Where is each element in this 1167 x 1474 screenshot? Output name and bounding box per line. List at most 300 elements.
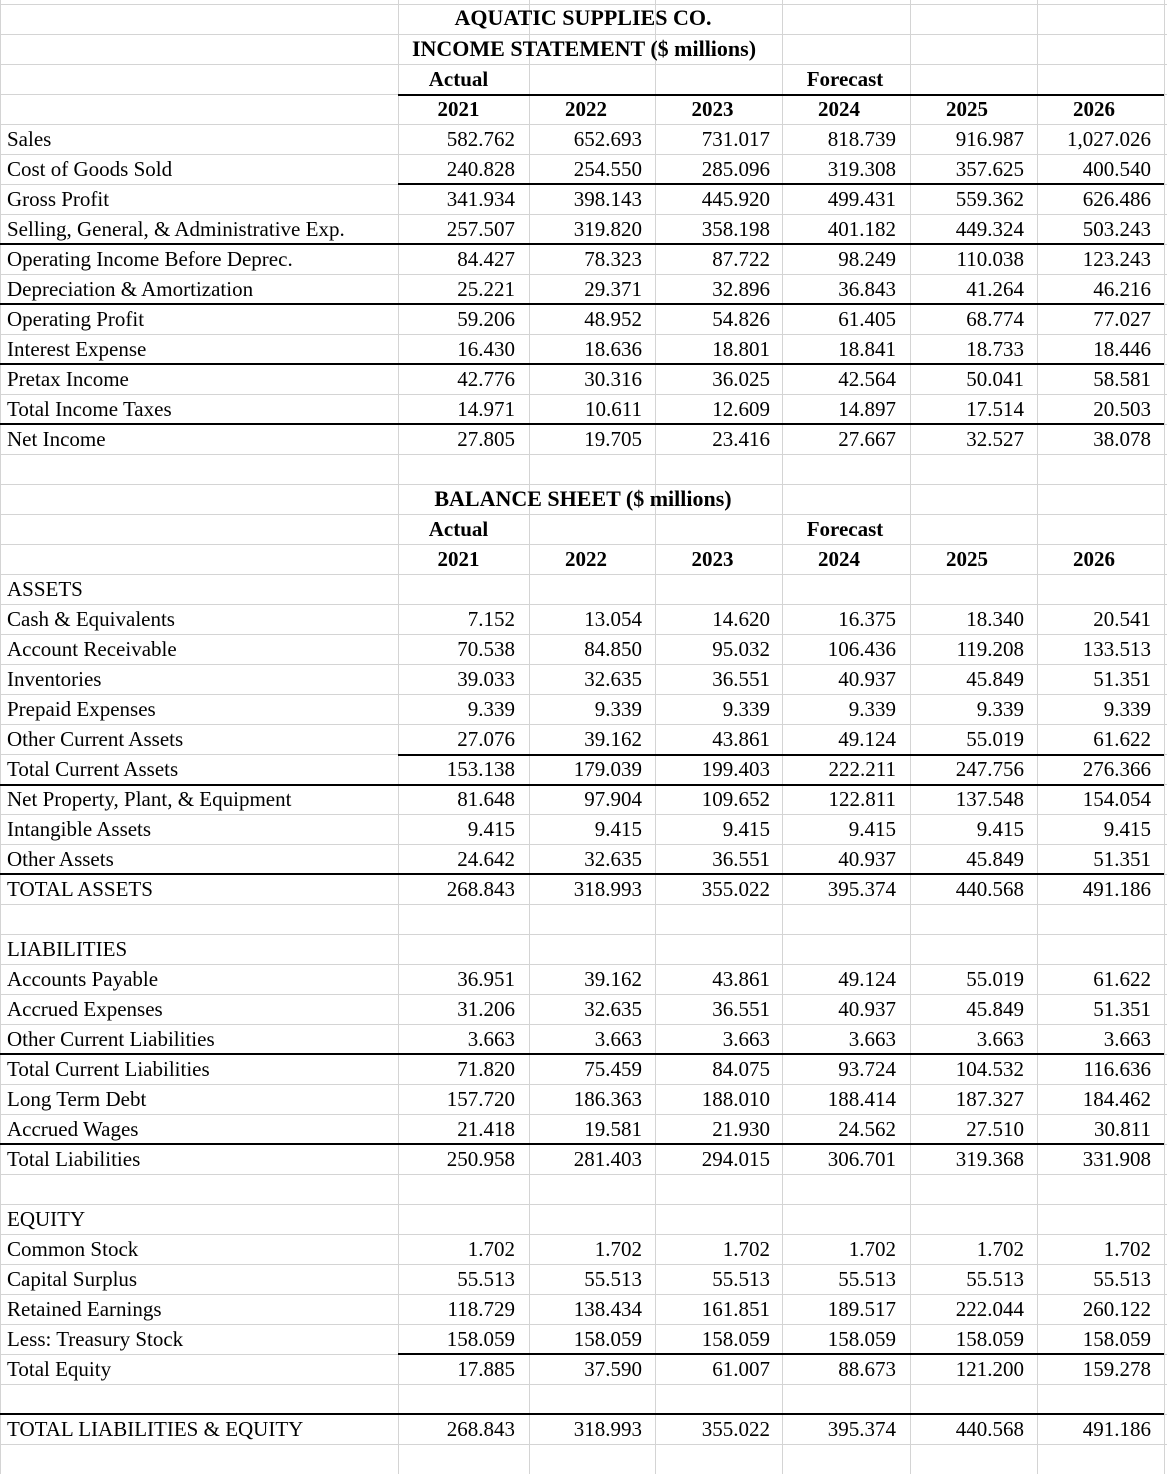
liability-value-2024[interactable]: 93.724 bbox=[838, 1057, 896, 1081]
liability-value-2021[interactable]: 31.206 bbox=[457, 997, 515, 1021]
liability-value-2025[interactable]: 3.663 bbox=[976, 1027, 1024, 1051]
liability-value-2026[interactable]: 61.622 bbox=[1093, 967, 1151, 991]
liability-value-2026[interactable]: 30.811 bbox=[1094, 1117, 1151, 1141]
is-value-2023[interactable]: 87.722 bbox=[712, 247, 770, 271]
is-value-2025[interactable]: 32.527 bbox=[966, 427, 1024, 451]
is-value-2024[interactable]: 42.564 bbox=[838, 367, 896, 391]
liability-value-2022[interactable]: 3.663 bbox=[594, 1027, 642, 1051]
liability-label[interactable]: Accrued Wages bbox=[7, 1117, 139, 1141]
is-forecast-label[interactable]: Forecast bbox=[806, 67, 884, 91]
is-value-2023[interactable]: 12.609 bbox=[712, 397, 770, 421]
equity-label[interactable]: Common Stock bbox=[7, 1237, 139, 1261]
equity-value-2022[interactable]: 55.513 bbox=[584, 1267, 642, 1291]
equity-value-2021[interactable]: 118.729 bbox=[447, 1297, 515, 1321]
equity-value-2022[interactable]: 37.590 bbox=[584, 1357, 642, 1381]
cell-border-line bbox=[398, 1353, 1164, 1355]
liability-value-2022[interactable]: 186.363 bbox=[573, 1087, 642, 1111]
asset-row bbox=[0, 784, 1167, 814]
asset-label[interactable]: Inventories bbox=[7, 667, 102, 691]
is-row bbox=[0, 394, 1167, 424]
asset-value-2025[interactable]: 45.849 bbox=[966, 667, 1024, 691]
is-value-2021[interactable]: 59.206 bbox=[457, 307, 515, 331]
is-value-2023[interactable]: 731.017 bbox=[701, 127, 770, 151]
asset-value-2025[interactable]: 55.019 bbox=[966, 727, 1024, 751]
cell-border-line bbox=[0, 1053, 1164, 1055]
equity-value-2025[interactable]: 55.513 bbox=[966, 1267, 1024, 1291]
is-label[interactable]: Cost of Goods Sold bbox=[7, 157, 173, 181]
is-label[interactable]: Total Income Taxes bbox=[7, 397, 172, 421]
asset-value-2023[interactable]: 199.403 bbox=[701, 757, 770, 781]
bs-actual-forecast-row bbox=[0, 514, 1167, 544]
liability-value-2025[interactable]: 187.327 bbox=[955, 1087, 1024, 1111]
cell-border-line bbox=[0, 1413, 1164, 1415]
equity-value-2023[interactable]: 161.851 bbox=[701, 1297, 770, 1321]
is-value-2024[interactable]: 401.182 bbox=[827, 217, 896, 241]
equity-value-2026[interactable]: 1.702 bbox=[1103, 1237, 1151, 1261]
total-le-value-2023[interactable]: 355.022 bbox=[701, 1417, 770, 1441]
liability-label[interactable]: Other Current Liabilities bbox=[7, 1027, 215, 1051]
asset-value-2024[interactable]: 9.339 bbox=[848, 697, 896, 721]
asset-value-2021[interactable]: 39.033 bbox=[457, 667, 515, 691]
asset-value-2022[interactable]: 9.339 bbox=[594, 697, 642, 721]
asset-row bbox=[0, 634, 1167, 664]
asset-label[interactable]: Other Assets bbox=[7, 847, 114, 871]
asset-row bbox=[0, 694, 1167, 724]
is-value-2021[interactable]: 257.507 bbox=[446, 217, 515, 241]
is-value-2025[interactable]: 559.362 bbox=[955, 187, 1024, 211]
is-value-2026[interactable]: 20.503 bbox=[1093, 397, 1151, 421]
asset-value-2025[interactable]: 440.568 bbox=[955, 877, 1024, 901]
is-value-2023[interactable]: 445.920 bbox=[701, 187, 770, 211]
liability-value-2024[interactable]: 3.663 bbox=[848, 1027, 896, 1051]
liability-value-2023[interactable]: 21.930 bbox=[712, 1117, 770, 1141]
is-value-2023[interactable]: 54.826 bbox=[712, 307, 770, 331]
asset-value-2021[interactable]: 9.339 bbox=[467, 697, 515, 721]
is-label[interactable]: Operating Profit bbox=[7, 307, 145, 331]
liability-value-2025[interactable]: 319.368 bbox=[955, 1147, 1024, 1171]
equity-value-2022[interactable]: 158.059 bbox=[573, 1327, 642, 1351]
is-year-2026[interactable]: 2026 bbox=[1073, 97, 1115, 121]
liability-value-2023[interactable]: 294.015 bbox=[701, 1147, 770, 1171]
asset-value-2024[interactable]: 16.375 bbox=[838, 607, 896, 631]
equity-value-2025[interactable]: 1.702 bbox=[976, 1237, 1024, 1261]
bs-year-2023[interactable]: 2023 bbox=[691, 547, 734, 571]
is-value-2026[interactable]: 77.027 bbox=[1093, 307, 1151, 331]
asset-value-2023[interactable]: 95.032 bbox=[712, 637, 770, 661]
is-label[interactable]: Depreciation & Amortization bbox=[7, 277, 254, 301]
is-label[interactable]: Pretax Income bbox=[7, 367, 129, 391]
is-value-2023[interactable]: 32.896 bbox=[712, 277, 770, 301]
asset-value-2024[interactable]: 40.937 bbox=[838, 847, 896, 871]
is-value-2025[interactable]: 17.514 bbox=[966, 397, 1024, 421]
asset-label[interactable]: Total Current Assets bbox=[7, 757, 179, 781]
equity-label[interactable]: Less: Treasury Stock bbox=[7, 1327, 184, 1351]
asset-value-2026[interactable]: 9.339 bbox=[1103, 697, 1151, 721]
equity-value-2024[interactable]: 1.702 bbox=[848, 1237, 896, 1261]
is-year-2023[interactable]: 2023 bbox=[691, 97, 734, 121]
liability-value-2022[interactable]: 75.459 bbox=[584, 1057, 642, 1081]
asset-value-2022[interactable]: 32.635 bbox=[584, 667, 642, 691]
is-value-2024[interactable]: 36.843 bbox=[838, 277, 896, 301]
liability-value-2026[interactable]: 331.908 bbox=[1082, 1147, 1151, 1171]
equity-value-2024[interactable]: 88.673 bbox=[838, 1357, 896, 1381]
bs-year-2025[interactable]: 2025 bbox=[946, 547, 988, 571]
is-row bbox=[0, 124, 1167, 154]
gridline-horizontal bbox=[0, 1384, 1167, 1385]
asset-label[interactable]: Cash & Equivalents bbox=[7, 607, 175, 631]
is-value-2025[interactable]: 50.041 bbox=[966, 367, 1024, 391]
liability-value-2021[interactable]: 71.820 bbox=[457, 1057, 515, 1081]
asset-value-2022[interactable]: 84.850 bbox=[584, 637, 642, 661]
is-label[interactable]: Gross Profit bbox=[7, 187, 110, 211]
asset-value-2022[interactable]: 9.415 bbox=[594, 817, 642, 841]
gridline-horizontal bbox=[0, 1444, 1167, 1445]
asset-value-2026[interactable]: 9.415 bbox=[1103, 817, 1151, 841]
asset-value-2024[interactable]: 395.374 bbox=[827, 877, 896, 901]
equity-value-2024[interactable]: 189.517 bbox=[827, 1297, 896, 1321]
cell-border-line bbox=[0, 784, 1164, 786]
is-row bbox=[0, 274, 1167, 304]
asset-value-2026[interactable]: 133.513 bbox=[1082, 637, 1151, 661]
is-value-2024[interactable]: 18.841 bbox=[838, 337, 896, 361]
asset-value-2025[interactable]: 18.340 bbox=[966, 607, 1024, 631]
liability-value-2022[interactable]: 19.581 bbox=[584, 1117, 642, 1141]
asset-row bbox=[0, 844, 1167, 874]
equity-value-2022[interactable]: 138.434 bbox=[573, 1297, 642, 1321]
equity-value-2023[interactable]: 1.702 bbox=[722, 1237, 770, 1261]
liability-label[interactable]: Long Term Debt bbox=[7, 1087, 147, 1111]
asset-value-2021[interactable]: 24.642 bbox=[457, 847, 515, 871]
asset-value-2024[interactable]: 106.436 bbox=[827, 637, 896, 661]
is-value-2023[interactable]: 36.025 bbox=[712, 367, 770, 391]
equity-value-2026[interactable]: 159.278 bbox=[1082, 1357, 1151, 1381]
is-value-2024[interactable]: 27.667 bbox=[838, 427, 896, 451]
liability-label[interactable]: Total Current Liabilities bbox=[7, 1057, 210, 1081]
balance-sheet-title[interactable]: BALANCE SHEET ($ millions) bbox=[434, 486, 732, 511]
is-value-2021[interactable]: 42.776 bbox=[457, 367, 515, 391]
asset-row bbox=[0, 814, 1167, 844]
company-title[interactable]: AQUATIC SUPPLIES CO. bbox=[454, 5, 712, 30]
total-le-value-2021[interactable]: 268.843 bbox=[446, 1417, 515, 1441]
asset-row bbox=[0, 874, 1167, 904]
is-value-2021[interactable]: 27.805 bbox=[457, 427, 515, 451]
cell-border-line bbox=[0, 363, 1164, 365]
is-row bbox=[0, 154, 1167, 184]
is-label[interactable]: Selling, General, & Administrative Exp. bbox=[7, 217, 345, 241]
is-value-2025[interactable]: 18.733 bbox=[966, 337, 1024, 361]
asset-value-2026[interactable]: 51.351 bbox=[1093, 667, 1151, 691]
asset-value-2022[interactable]: 179.039 bbox=[573, 757, 642, 781]
liability-value-2022[interactable]: 39.162 bbox=[584, 967, 642, 991]
is-value-2022[interactable]: 18.636 bbox=[584, 337, 642, 361]
is-value-2022[interactable]: 398.143 bbox=[573, 187, 642, 211]
is-value-2025[interactable]: 449.324 bbox=[955, 217, 1024, 241]
asset-value-2025[interactable]: 9.339 bbox=[976, 697, 1024, 721]
total-le-value-2026[interactable]: 491.186 bbox=[1082, 1417, 1151, 1441]
equity-row bbox=[0, 1234, 1167, 1264]
asset-value-2026[interactable]: 491.186 bbox=[1082, 877, 1151, 901]
equity-row bbox=[0, 1264, 1167, 1294]
is-value-2022[interactable]: 10.611 bbox=[585, 397, 642, 421]
liability-value-2021[interactable]: 3.663 bbox=[467, 1027, 515, 1051]
asset-value-2026[interactable]: 20.541 bbox=[1093, 607, 1151, 631]
equity-label[interactable]: Retained Earnings bbox=[7, 1297, 162, 1321]
is-value-2021[interactable]: 240.828 bbox=[446, 157, 515, 181]
is-value-2026[interactable]: 123.243 bbox=[1082, 247, 1151, 271]
liability-value-2026[interactable]: 51.351 bbox=[1093, 997, 1151, 1021]
is-row bbox=[0, 184, 1167, 214]
liability-value-2024[interactable]: 49.124 bbox=[838, 967, 896, 991]
is-label[interactable]: Operating Income Before Deprec. bbox=[7, 247, 293, 271]
asset-value-2023[interactable]: 109.652 bbox=[701, 787, 770, 811]
is-actual-forecast-row bbox=[0, 64, 1167, 94]
bs-year-2022[interactable]: 2022 bbox=[565, 547, 607, 571]
asset-value-2026[interactable]: 154.054 bbox=[1082, 787, 1151, 811]
bs-years-row bbox=[0, 544, 1167, 574]
asset-value-2023[interactable]: 9.339 bbox=[722, 697, 770, 721]
bs-forecast-label[interactable]: Forecast bbox=[806, 517, 884, 541]
equity-value-2021[interactable]: 55.513 bbox=[457, 1267, 515, 1291]
total-le-label[interactable]: TOTAL LIABILITIES & EQUITY bbox=[7, 1417, 304, 1441]
is-value-2024[interactable]: 98.249 bbox=[838, 247, 896, 271]
bs-year-2026[interactable]: 2026 bbox=[1073, 547, 1115, 571]
is-value-2022[interactable]: 652.693 bbox=[573, 127, 642, 151]
is-value-2023[interactable]: 18.801 bbox=[712, 337, 770, 361]
cell-border-line bbox=[0, 1143, 1164, 1145]
is-value-2021[interactable]: 25.221 bbox=[457, 277, 515, 301]
is-value-2022[interactable]: 30.316 bbox=[584, 367, 642, 391]
equity-value-2025[interactable]: 222.044 bbox=[955, 1297, 1024, 1321]
liability-value-2025[interactable]: 27.510 bbox=[966, 1117, 1024, 1141]
cell-border-line bbox=[0, 243, 1164, 245]
is-value-2026[interactable]: 400.540 bbox=[1082, 157, 1151, 181]
asset-value-2021[interactable]: 7.152 bbox=[467, 607, 515, 631]
liability-value-2026[interactable]: 3.663 bbox=[1103, 1027, 1151, 1051]
liability-value-2023[interactable]: 43.861 bbox=[712, 967, 770, 991]
is-value-2025[interactable]: 916.987 bbox=[955, 127, 1024, 151]
liability-value-2024[interactable]: 306.701 bbox=[827, 1147, 896, 1171]
asset-value-2022[interactable]: 13.054 bbox=[584, 607, 642, 631]
equity-value-2023[interactable]: 55.513 bbox=[712, 1267, 770, 1291]
bs-year-2024[interactable]: 2024 bbox=[818, 547, 860, 571]
asset-value-2022[interactable]: 318.993 bbox=[573, 877, 642, 901]
liability-value-2024[interactable]: 188.414 bbox=[827, 1087, 896, 1111]
asset-value-2022[interactable]: 32.635 bbox=[584, 847, 642, 871]
liability-value-2022[interactable]: 32.635 bbox=[584, 997, 642, 1021]
bs-year-2021[interactable]: 2021 bbox=[437, 547, 480, 571]
equity-value-2023[interactable]: 61.007 bbox=[712, 1357, 770, 1381]
is-row bbox=[0, 424, 1167, 454]
asset-value-2026[interactable]: 51.351 bbox=[1093, 847, 1151, 871]
total-le-value-2024[interactable]: 395.374 bbox=[827, 1417, 896, 1441]
equity-value-2021[interactable]: 17.885 bbox=[457, 1357, 515, 1381]
is-actual-label[interactable]: Actual bbox=[428, 67, 489, 91]
liability-value-2025[interactable]: 45.849 bbox=[966, 997, 1024, 1021]
liability-value-2026[interactable]: 116.636 bbox=[1083, 1057, 1151, 1081]
liability-value-2026[interactable]: 184.462 bbox=[1082, 1087, 1151, 1111]
equity-value-2025[interactable]: 121.200 bbox=[955, 1357, 1024, 1381]
is-label[interactable]: Sales bbox=[7, 127, 52, 151]
equity-value-2023[interactable]: 158.059 bbox=[701, 1327, 770, 1351]
liability-label[interactable]: Total Liabilities bbox=[7, 1147, 141, 1171]
asset-value-2025[interactable]: 119.208 bbox=[956, 637, 1024, 661]
liability-value-2021[interactable]: 157.720 bbox=[446, 1087, 515, 1111]
is-value-2023[interactable]: 23.416 bbox=[712, 427, 770, 451]
asset-value-2021[interactable]: 9.415 bbox=[467, 817, 515, 841]
is-row bbox=[0, 334, 1167, 364]
liability-value-2023[interactable]: 84.075 bbox=[712, 1057, 770, 1081]
asset-value-2026[interactable]: 276.366 bbox=[1082, 757, 1151, 781]
is-value-2026[interactable]: 1,027.026 bbox=[1067, 127, 1151, 151]
asset-value-2024[interactable]: 40.937 bbox=[838, 667, 896, 691]
liability-value-2023[interactable]: 3.663 bbox=[722, 1027, 770, 1051]
asset-value-2021[interactable]: 27.076 bbox=[457, 727, 515, 751]
liability-value-2021[interactable]: 21.418 bbox=[457, 1117, 515, 1141]
is-value-2026[interactable]: 626.486 bbox=[1082, 187, 1151, 211]
equity-value-2026[interactable]: 260.122 bbox=[1082, 1297, 1151, 1321]
equity-value-2025[interactable]: 158.059 bbox=[955, 1327, 1024, 1351]
is-value-2026[interactable]: 503.243 bbox=[1082, 217, 1151, 241]
asset-label[interactable]: TOTAL ASSETS bbox=[7, 877, 153, 901]
total-le-value-2025[interactable]: 440.568 bbox=[955, 1417, 1024, 1441]
gridline-horizontal bbox=[0, 454, 1167, 455]
is-value-2022[interactable]: 29.371 bbox=[584, 277, 642, 301]
asset-value-2023[interactable]: 355.022 bbox=[701, 877, 770, 901]
is-years-row bbox=[0, 94, 1167, 124]
asset-value-2023[interactable]: 9.415 bbox=[722, 817, 770, 841]
asset-value-2023[interactable]: 14.620 bbox=[712, 607, 770, 631]
is-value-2021[interactable]: 84.427 bbox=[457, 247, 515, 271]
asset-value-2024[interactable]: 122.811 bbox=[828, 787, 896, 811]
liabilities-heading[interactable]: LIABILITIES bbox=[7, 937, 128, 961]
bs-actual-label[interactable]: Actual bbox=[428, 517, 489, 541]
is-value-2025[interactable]: 41.264 bbox=[966, 277, 1024, 301]
is-value-2022[interactable]: 254.550 bbox=[573, 157, 642, 181]
liability-value-2021[interactable]: 36.951 bbox=[457, 967, 515, 991]
assets-heading-row bbox=[0, 574, 1167, 604]
cell-border-line bbox=[398, 183, 1164, 185]
is-value-2025[interactable]: 68.774 bbox=[966, 307, 1024, 331]
asset-label[interactable]: Other Current Assets bbox=[7, 727, 184, 751]
is-value-2022[interactable]: 319.820 bbox=[573, 217, 642, 241]
asset-value-2024[interactable]: 9.415 bbox=[848, 817, 896, 841]
total-le-value-2022[interactable]: 318.993 bbox=[573, 1417, 642, 1441]
is-year-2025[interactable]: 2025 bbox=[946, 97, 988, 121]
is-value-2026[interactable]: 46.216 bbox=[1093, 277, 1151, 301]
asset-label[interactable]: Net Property, Plant, & Equipment bbox=[7, 787, 292, 811]
equity-value-2024[interactable]: 158.059 bbox=[827, 1327, 896, 1351]
liability-value-2025[interactable]: 55.019 bbox=[966, 967, 1024, 991]
is-value-2023[interactable]: 358.198 bbox=[701, 217, 770, 241]
liability-row bbox=[0, 1114, 1167, 1144]
liability-value-2021[interactable]: 250.958 bbox=[446, 1147, 515, 1171]
asset-value-2022[interactable]: 39.162 bbox=[584, 727, 642, 751]
is-label[interactable]: Net Income bbox=[7, 427, 106, 451]
is-value-2025[interactable]: 357.625 bbox=[955, 157, 1024, 181]
is-value-2026[interactable]: 58.581 bbox=[1093, 367, 1151, 391]
equity-value-2022[interactable]: 1.702 bbox=[594, 1237, 642, 1261]
equity-label[interactable]: Capital Surplus bbox=[7, 1267, 138, 1291]
asset-value-2021[interactable]: 81.648 bbox=[457, 787, 515, 811]
is-label[interactable]: Interest Expense bbox=[7, 337, 147, 361]
liability-label[interactable]: Accounts Payable bbox=[7, 967, 159, 991]
is-value-2021[interactable]: 341.934 bbox=[446, 187, 515, 211]
is-value-2024[interactable]: 499.431 bbox=[827, 187, 896, 211]
asset-value-2023[interactable]: 36.551 bbox=[712, 667, 770, 691]
equity-value-2021[interactable]: 158.059 bbox=[446, 1327, 515, 1351]
liability-row bbox=[0, 964, 1167, 994]
asset-value-2021[interactable]: 70.538 bbox=[457, 637, 515, 661]
is-value-2022[interactable]: 19.705 bbox=[584, 427, 642, 451]
gridline-horizontal bbox=[0, 1174, 1167, 1175]
equity-value-2024[interactable]: 55.513 bbox=[838, 1267, 896, 1291]
is-value-2026[interactable]: 38.078 bbox=[1093, 427, 1151, 451]
asset-value-2023[interactable]: 36.551 bbox=[712, 847, 770, 871]
is-year-2021[interactable]: 2021 bbox=[437, 97, 480, 121]
is-title-row bbox=[0, 34, 1167, 64]
liabilities-heading-row bbox=[0, 934, 1167, 964]
liability-value-2023[interactable]: 36.551 bbox=[712, 997, 770, 1021]
income-statement-title[interactable]: INCOME STATEMENT ($ millions) bbox=[411, 36, 757, 61]
is-value-2025[interactable]: 110.038 bbox=[956, 247, 1024, 271]
is-value-2024[interactable]: 818.739 bbox=[827, 127, 896, 151]
asset-label[interactable]: Intangible Assets bbox=[7, 817, 152, 841]
liability-value-2024[interactable]: 24.562 bbox=[838, 1117, 896, 1141]
asset-label[interactable]: Account Receivable bbox=[7, 637, 177, 661]
is-value-2021[interactable]: 16.430 bbox=[457, 337, 515, 361]
equity-label[interactable]: Total Equity bbox=[7, 1357, 112, 1381]
asset-label[interactable]: Prepaid Expenses bbox=[7, 697, 156, 721]
is-value-2024[interactable]: 319.308 bbox=[827, 157, 896, 181]
equity-value-2026[interactable]: 158.059 bbox=[1082, 1327, 1151, 1351]
asset-value-2021[interactable]: 268.843 bbox=[446, 877, 515, 901]
asset-value-2025[interactable]: 247.756 bbox=[955, 757, 1024, 781]
liability-value-2025[interactable]: 104.532 bbox=[955, 1057, 1024, 1081]
asset-value-2022[interactable]: 97.904 bbox=[584, 787, 642, 811]
liability-label[interactable]: Accrued Expenses bbox=[7, 997, 163, 1021]
asset-value-2024[interactable]: 49.124 bbox=[838, 727, 896, 751]
equity-value-2026[interactable]: 55.513 bbox=[1093, 1267, 1151, 1291]
asset-value-2023[interactable]: 43.861 bbox=[712, 727, 770, 751]
asset-value-2021[interactable]: 153.138 bbox=[446, 757, 515, 781]
liability-row bbox=[0, 1024, 1167, 1054]
equity-value-2021[interactable]: 1.702 bbox=[467, 1237, 515, 1261]
is-value-2022[interactable]: 48.952 bbox=[584, 307, 642, 331]
is-value-2021[interactable]: 582.762 bbox=[446, 127, 515, 151]
is-value-2021[interactable]: 14.971 bbox=[457, 397, 515, 421]
is-value-2024[interactable]: 61.405 bbox=[838, 307, 896, 331]
is-value-2022[interactable]: 78.323 bbox=[584, 247, 642, 271]
asset-value-2024[interactable]: 222.211 bbox=[828, 757, 896, 781]
is-year-2022[interactable]: 2022 bbox=[565, 97, 607, 121]
is-value-2023[interactable]: 285.096 bbox=[701, 157, 770, 181]
is-year-2024[interactable]: 2024 bbox=[818, 97, 860, 121]
asset-value-2025[interactable]: 45.849 bbox=[966, 847, 1024, 871]
asset-value-2025[interactable]: 9.415 bbox=[976, 817, 1024, 841]
liability-row bbox=[0, 1084, 1167, 1114]
liability-value-2024[interactable]: 40.937 bbox=[838, 997, 896, 1021]
liability-value-2023[interactable]: 188.010 bbox=[701, 1087, 770, 1111]
cell-border-line bbox=[0, 303, 1164, 305]
is-value-2024[interactable]: 14.897 bbox=[838, 397, 896, 421]
assets-heading[interactable]: ASSETS bbox=[7, 577, 83, 601]
asset-value-2026[interactable]: 61.622 bbox=[1093, 727, 1151, 751]
liability-value-2022[interactable]: 281.403 bbox=[573, 1147, 642, 1171]
cell-border-line bbox=[0, 873, 1164, 875]
equity-heading[interactable]: EQUITY bbox=[7, 1207, 86, 1231]
is-value-2026[interactable]: 18.446 bbox=[1093, 337, 1151, 361]
asset-value-2025[interactable]: 137.548 bbox=[955, 787, 1024, 811]
